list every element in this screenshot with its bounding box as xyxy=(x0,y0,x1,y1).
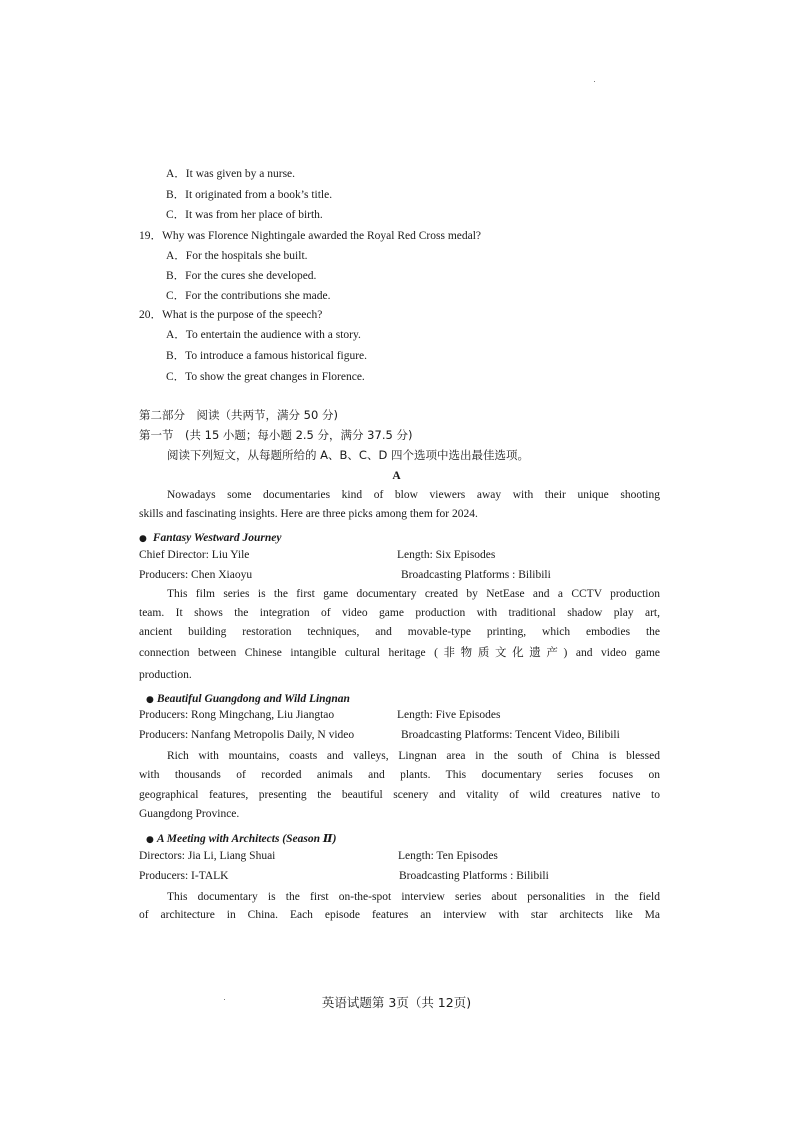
doc2-platforms: Broadcasting Platforms: Tencent Video, Bilibili xyxy=(401,729,620,741)
scan-speck xyxy=(224,999,225,1000)
doc3-body-2: of architecture in China. Each episode features an interview with star architects like Ma xyxy=(139,909,660,921)
doc2-body-4: Guangdong Province. xyxy=(139,808,240,820)
doc1-body-3: ancient building restoration techniques, and movable-type printing, which embodies the xyxy=(139,626,660,638)
doc3-length: Length: Ten Episodes xyxy=(398,850,498,862)
doc2-body-2: with thousands of recorded animals and plants. This documentary series focuses on xyxy=(139,769,660,781)
bullet-icon: ● xyxy=(146,695,154,705)
doc1-body-5: production. xyxy=(139,669,192,681)
part2-heading: 第二部分 阅读（共两节，满分 50 分) xyxy=(139,408,338,422)
scan-speck xyxy=(594,81,595,82)
doc2-producers-2: Producers: Nanfang Metropolis Daily, N video xyxy=(139,729,355,741)
doc1-length: Length: Six Episodes xyxy=(397,549,496,561)
q20-option-b: B．To introduce a famous historical figure. xyxy=(166,350,368,362)
q20-option-a: A．To entertain the audience with a story. xyxy=(166,329,361,341)
doc2-length: Length: Five Episodes xyxy=(397,709,501,721)
doc3-title-text: A Meeting with Architects (Season Ⅱ) xyxy=(156,833,337,845)
q19-stem: 19．Why was Florence Nightingale awarded the Royal Red Cross medal? xyxy=(139,230,482,242)
section1-heading: 第一节 (共 15 小题；每小题 2.5 分，满分 37.5 分) xyxy=(139,428,413,442)
q20-stem: 20．What is the purpose of the speech? xyxy=(139,309,323,321)
q20-option-c: C．To show the great changes in Florence. xyxy=(166,371,365,383)
passage-label: A xyxy=(392,470,401,482)
doc1-producers: Producers: Chen Xiaoyu xyxy=(139,569,253,581)
doc3-title xyxy=(146,832,336,848)
bullet-icon: ● xyxy=(146,835,154,845)
doc3-platforms: Broadcasting Platforms : Bilibili xyxy=(399,870,549,882)
q19-option-a: A．For the hospitals she built. xyxy=(166,250,308,262)
q19-option-b: B．For the cures she developed. xyxy=(166,270,317,282)
q19-option-c: C．For the contributions she made. xyxy=(166,290,331,302)
q18-option-a: A．It was given by a nurse. xyxy=(166,168,296,180)
doc1-title-text: Fantasy Westward Journey xyxy=(152,532,282,544)
q18-option-b: B．It originated from a book’s title. xyxy=(166,189,333,201)
doc1-platforms: Broadcasting Platforms : Bilibili xyxy=(401,569,551,581)
doc3-directors: Directors: Jia Li, Liang Shuai xyxy=(139,850,276,862)
doc1-body-4: connection between Chinese intangible cultural heritage (非物质文化遗产) and video game xyxy=(139,647,660,659)
intro-line-1: Nowadays some documentaries kind of blow viewers away with their unique shooting xyxy=(167,489,660,501)
doc2-producers-1: Producers: Rong Mingchang, Liu Jiangtao xyxy=(139,709,335,721)
q18-option-c: C．It was from her place of birth. xyxy=(166,209,323,221)
bullet-icon: ● xyxy=(139,534,147,544)
doc3-producers: Producers: I-TALK xyxy=(139,870,229,882)
doc2-title xyxy=(146,692,350,708)
doc2-title-text: Beautiful Guangdong and Wild Lingnan xyxy=(156,693,350,705)
doc2-body-3: geographical features, presenting the beautiful scenery and vitality of wild creatures native to xyxy=(139,789,660,801)
reading-instruction: 阅读下列短文，从每题所给的 A、B、C、D 四个选项中选出最佳选项。 xyxy=(167,448,529,462)
doc1-title xyxy=(139,531,282,547)
page-footer: 英语试题第 3页（共 12页) xyxy=(321,995,472,1010)
intro-line-2: skills and fascinating insights. Here are three picks among them for 2024. xyxy=(139,508,478,520)
doc1-director: Chief Director: Liu Yile xyxy=(139,549,250,561)
doc1-body-1: This film series is the first game documentary created by NetEase and a CCTV production xyxy=(167,588,660,600)
doc2-body-1: Rich with mountains, coasts and valleys, Lingnan area in the south of China is blessed xyxy=(167,750,660,762)
doc3-body-1: This documentary is the first on-the-spot interview series about personalities in the field xyxy=(167,891,660,903)
doc1-body-2: team. It shows the integration of video game production with traditional shadow play art, xyxy=(139,607,660,619)
